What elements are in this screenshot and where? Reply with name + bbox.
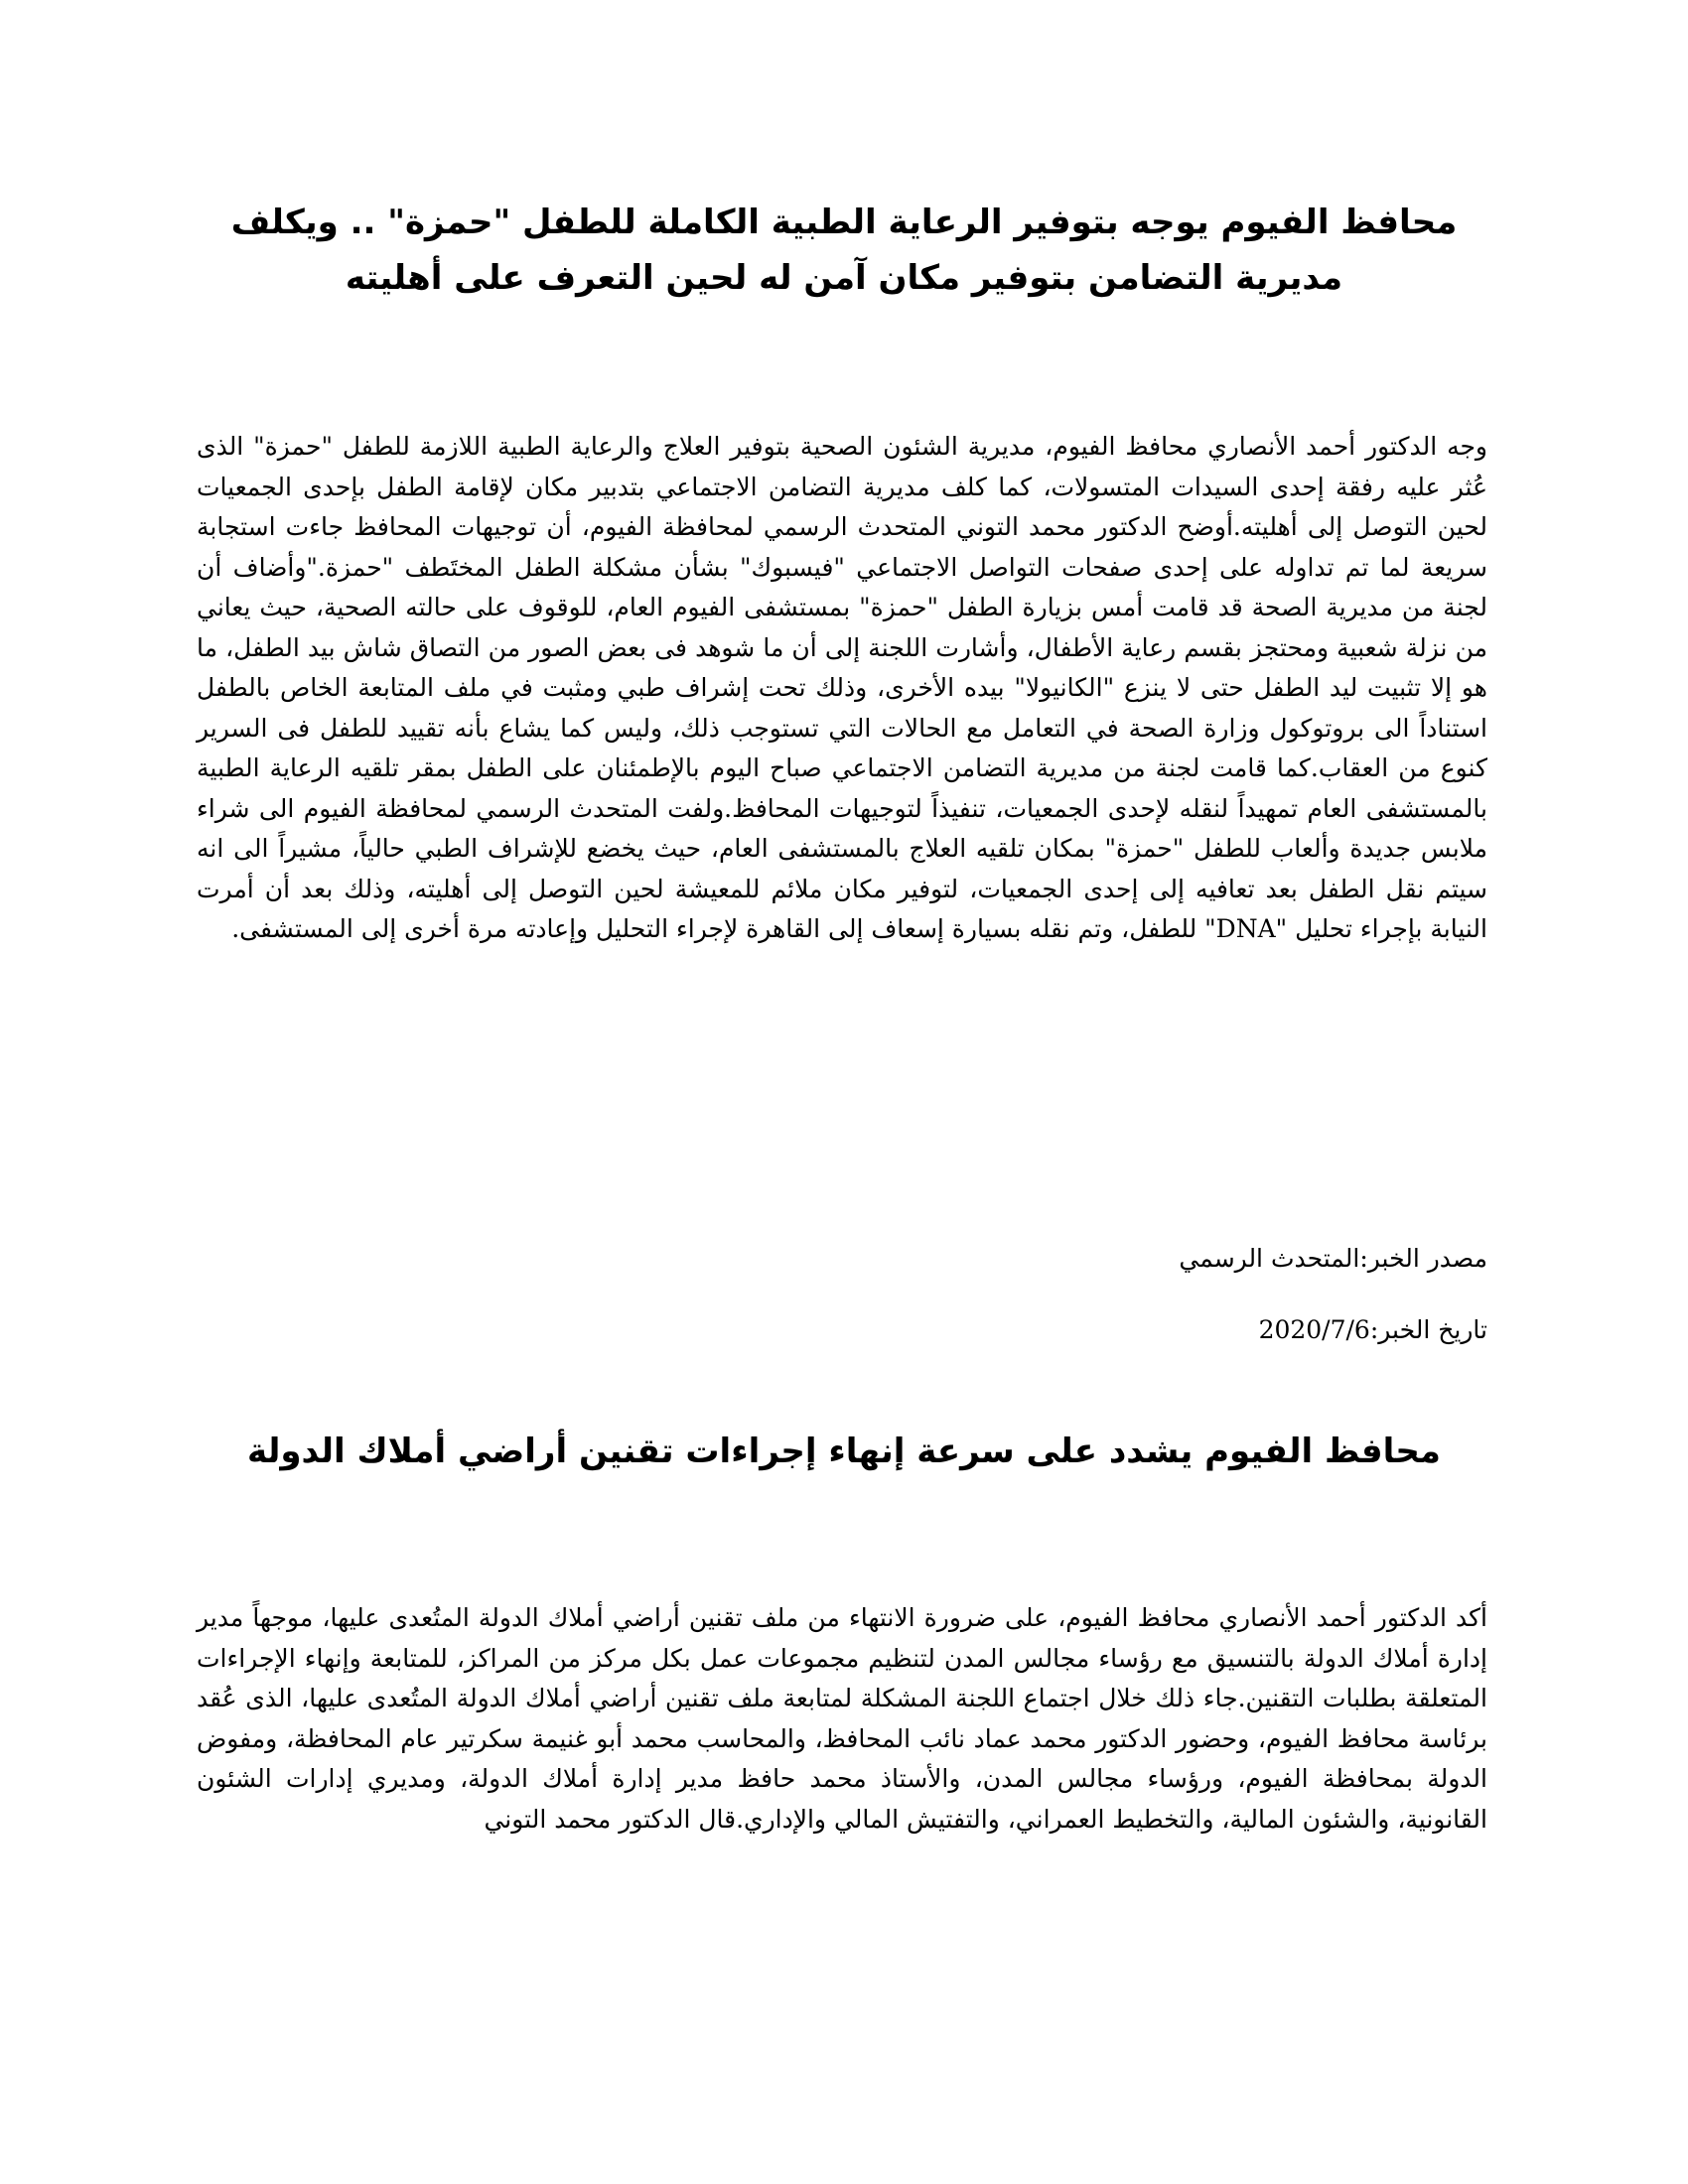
- article-2-body: أكد الدكتور أحمد الأنصاري محافظ الفيوم، على ضرورة الانتهاء من ملف تقنين أراضي أملاك الدولة المتُعدى عليها، موجهاً مدير إدارة أملاك الدولة بالتنسيق مع رؤساء مجالس المدن لتنظيم مجموعات عمل بكل مركز من المراكز، للمتابعة وإنهاء الإجراءات المتعلقة بطلبات التقنين.جاء ذلك خلال اجتماع اللجنة المشكلة لمتابعة ملف تقنين أراضي أملاك الدولة المتُعدى عليها، الذى عُقد برئاسة محافظ الفيوم، وحضور الدكتور محمد عماد نائب المحافظ، والمحاسب محمد أبو غنيمة سكرتير عام المحافظة، ومفوض الدولة بمحافظة الفيوم، ورؤساء مجالس المدن، والأستاذ محمد حافظ مدير إدارة أملاك الدولة، ومديري إدارات الشئون القانونية، والشئون المالية، والتخطيط العمراني، والتفتيش المالي والإداري.قال الدكتور محمد التوني: [197, 1603, 1487, 1834]
- date-value: 2020/7/6: [1258, 1315, 1370, 1344]
- date-label: تاريخ الخبر:: [1369, 1315, 1487, 1344]
- article-1-title: محافظ الفيوم يوجه بتوفير الرعاية الطبية الكاملة للطفل "حمزة" .. ويكلف مديرية التضامن بتوفير مكان آمن له لحين التعرف على أهليته: [230, 203, 1458, 298]
- source-label: مصدر الخبر:: [1359, 1244, 1487, 1273]
- article-1-date-line: [197, 1310, 1487, 1350]
- article-1-source-line: [197, 1239, 1487, 1279]
- source-value: المتحدث الرسمي: [1179, 1244, 1360, 1273]
- article-1-body: وجه الدكتور أحمد الأنصاري محافظ الفيوم، مديرية الشئون الصحية بتوفير العلاج والرعاية الطبية اللازمة للطفل "حمزة" الذى عُثر عليه رفقة إحدى السيدات المتسولات، كما كلف مديرية التضامن الاجتماعي بتدبير مكان لإقامة الطفل بإحدى الجمعيات لحين التوصل إلى أهليته.أوضح الدكتور محمد التوني المتحدث الرسمي لمحافظة الفيوم، أن توجيهات المحافظ جاءت استجابة سريعة لما تم تداوله على إحدى صفحات التواصل الاجتماعي "فيسبوك" بشأن مشكلة الطفل المختَطف "حمزة."وأضاف أن لجنة من مديرية الصحة قد قامت أمس بزيارة الطفل "حمزة" بمستشفى الفيوم العام، للوقوف على حالته الصحية، حيث يعاني من نزلة شعبية ومحتجز بقسم رعاية الأطفال، وأشارت اللجنة إلى أن ما شوهد فى بعض الصور من التصاق شاش بيد الطفل، ما هو إلا تثبيت ليد الطفل حتى لا ينزع "الكانيولا" بيده الأخرى، وذلك تحت إشراف طبي ومثبت في ملف المتابعة الخاص بالطفل استناداً الى بروتوكول وزارة الصحة في التعامل مع الحالات التي تستوجب ذلك، وليس كما يشاع بأنه تقييد للطفل فى السرير كنوع من العقاب.كما قامت لجنة من مديرية التضامن الاجتماعي صباح اليوم بالإطمئنان على الطفل بمقر تلقيه الرعاية الطبية بالمستشفى العام تمهيداً لنقله لإحدى الجمعيات، تنفيذاً لتوجيهات المحافظ.ولفت المتحدث الرسمي لمحافظة الفيوم الى شراء ملابس جديدة وألعاب للطفل "حمزة" بمكان تلقيه العلاج بالمستشفى العام، حيث يخضع للإشراف الطبي حالياً، مشيراً الى انه سيتم نقل الطفل بعد تعافيه إلى إحدى الجمعيات، لتوفير مكان ملائم للمعيشة لحين التوصل إلى أهليته، وذلك بعد أن أمرت النيابة بإجراء تحليل "DNA" للطفل، وتم نقله بسيارة إسعاف إلى القاهرة لإجراء التحليل وإعادته مرة أخرى إلى المستشفى.: [197, 432, 1487, 943]
- article-2-title: محافظ الفيوم يشدد على سرعة إنهاء إجراءات تقنين أراضي أملاك الدولة: [247, 1432, 1441, 1471]
